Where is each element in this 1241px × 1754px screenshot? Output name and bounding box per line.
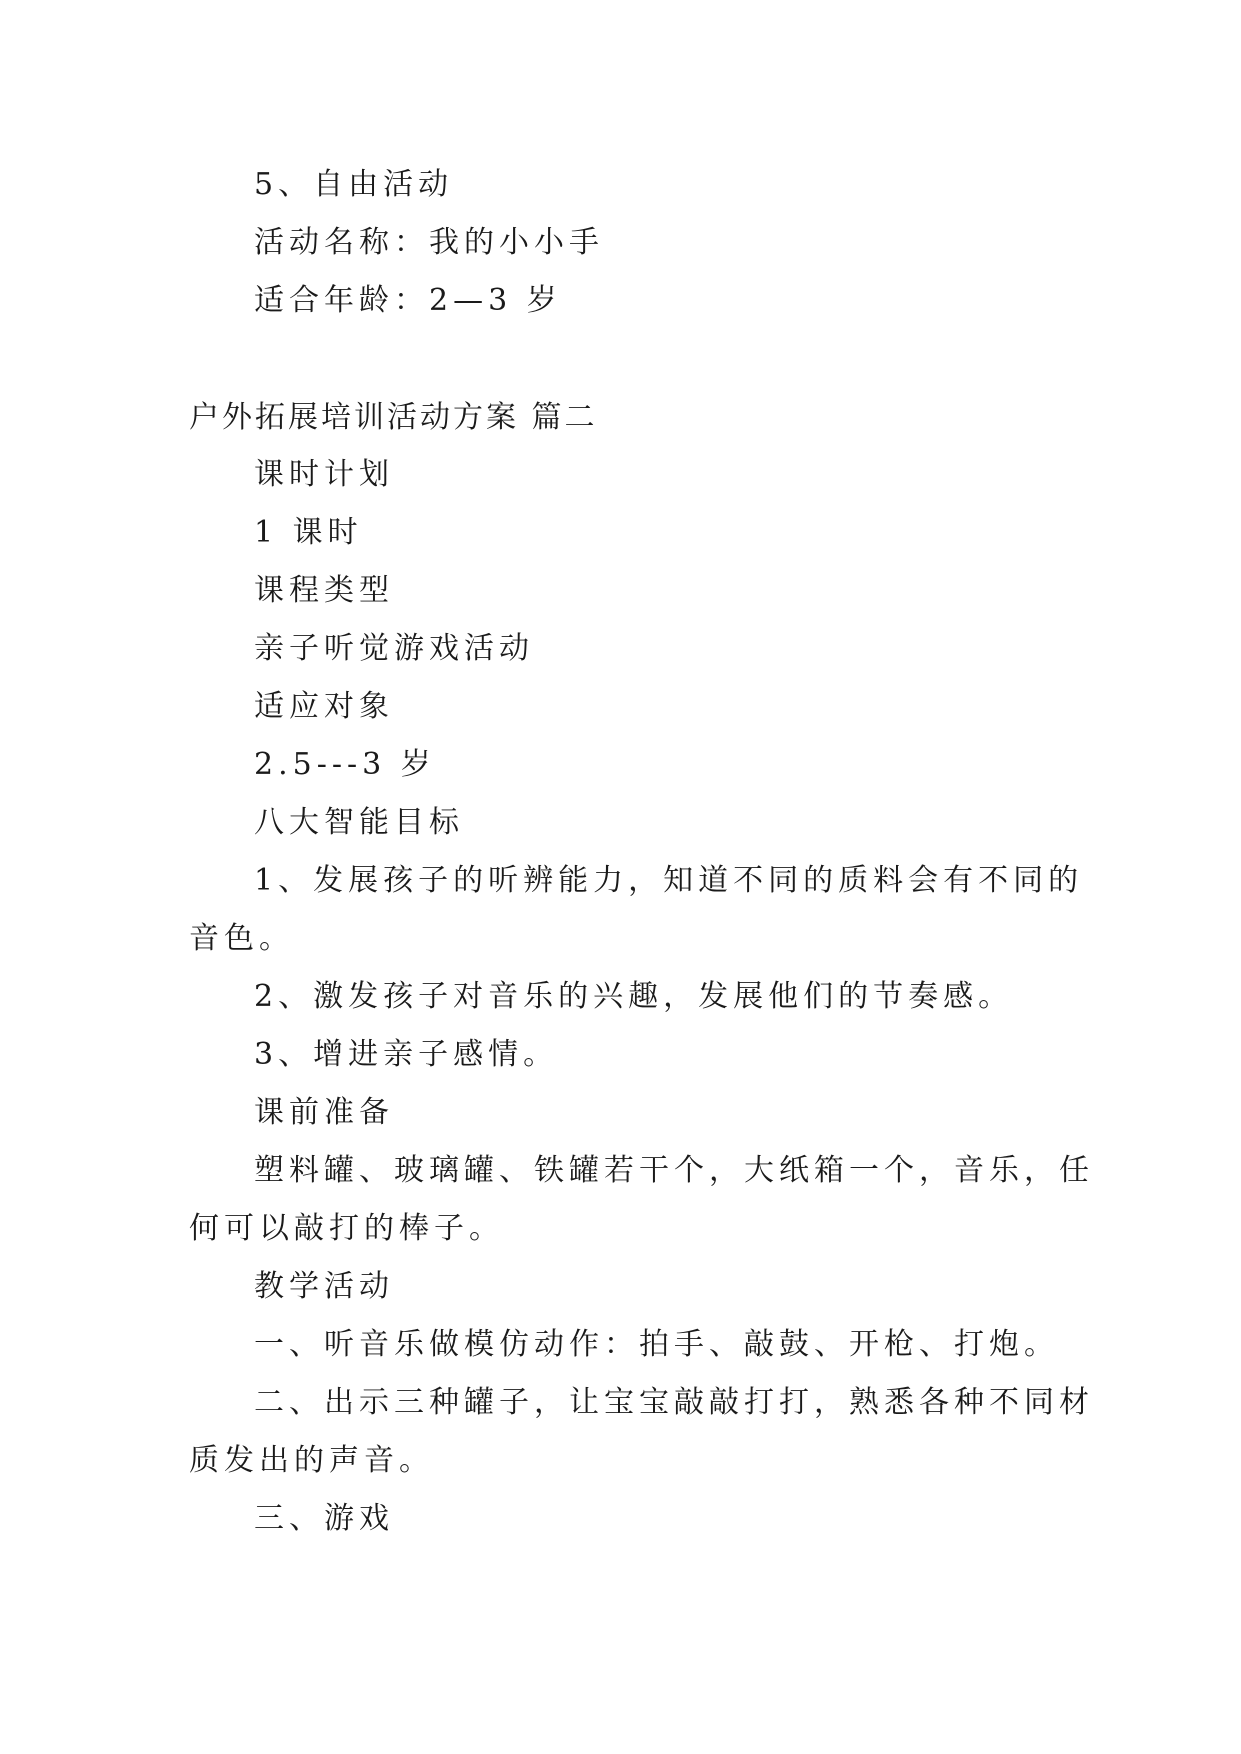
value-course-type: 亲子听觉游戏活动 — [254, 631, 534, 666]
step-2-line-1: 二、出示三种罐子，让宝宝敲敲打打，熟悉各种不同材 — [254, 1385, 1094, 1420]
step-1: 一、听音乐做模仿动作：拍手、敲鼓、开枪、打炮。 — [254, 1327, 1059, 1362]
activity-name: 活动名称：我的小小手 — [254, 225, 604, 260]
label-target-audience: 适应对象 — [254, 689, 394, 724]
section-heading: 户外拓展培训活动方案 篇二 — [189, 400, 598, 435]
goal-1-line-1: 1、发展孩子的听辨能力，知道不同的质料会有不同的 — [254, 863, 1084, 898]
label-course-type: 课程类型 — [254, 573, 394, 608]
goal-1-line-2: 音色。 — [189, 921, 294, 956]
goal-2: 2、激发孩子对音乐的兴趣，发展他们的节奏感。 — [254, 979, 1014, 1014]
label-teaching-activity: 教学活动 — [254, 1269, 394, 1304]
step-2-line-2: 质发出的声音。 — [189, 1443, 434, 1478]
label-lesson-plan: 课时计划 — [254, 457, 394, 492]
label-preparation: 课前准备 — [254, 1095, 394, 1130]
list-item-free-activity: 5、自由活动 — [254, 167, 454, 202]
preparation-line-1: 塑料罐、玻璃罐、铁罐若干个，大纸箱一个，音乐，任 — [254, 1153, 1094, 1188]
suitable-age: 适合年龄：2—3 岁 — [254, 283, 562, 318]
value-lesson-count: 1 课时 — [254, 515, 363, 550]
preparation-line-2: 何可以敲打的棒子。 — [189, 1211, 504, 1246]
goal-3: 3、增进亲子感情。 — [254, 1037, 559, 1072]
step-3: 三、游戏 — [254, 1501, 394, 1536]
label-intelligence-goals: 八大智能目标 — [254, 805, 464, 840]
value-target-age: 2.5---3 岁 — [254, 747, 436, 782]
